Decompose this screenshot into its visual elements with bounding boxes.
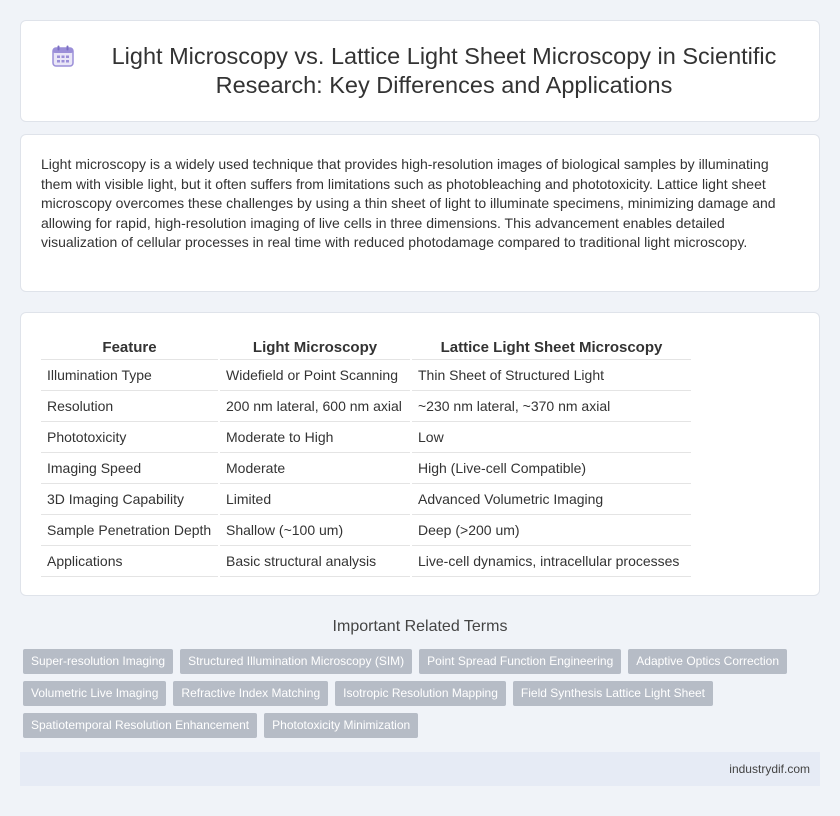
related-term-tag[interactable]: Volumetric Live Imaging: [23, 681, 166, 706]
related-term-tag[interactable]: Refractive Index Matching: [173, 681, 328, 706]
header-feature: Feature: [41, 335, 219, 359]
related-term-tag[interactable]: Structured Illumination Microscopy (SIM): [180, 649, 412, 674]
related-term-tag[interactable]: Adaptive Optics Correction: [628, 649, 787, 674]
related-term-tag[interactable]: Isotropic Resolution Mapping: [335, 681, 506, 706]
cell-light: Limited: [219, 483, 411, 514]
related-term-tag[interactable]: Phototoxicity Minimization: [264, 713, 418, 738]
related-terms-title: Important Related Terms: [332, 618, 508, 635]
cell-light: Moderate to High: [219, 421, 411, 452]
header-inner: [21, 21, 819, 121]
header-light-microscopy: Light Microscopy: [219, 335, 411, 359]
cell-light: Shallow (~100 um): [219, 514, 411, 545]
cell-lattice: Deep (>200 um): [411, 514, 691, 545]
cell-light: 200 nm lateral, 600 nm axial: [219, 390, 411, 421]
related-term-tag[interactable]: Spatiotemporal Resolution Enhancement: [23, 713, 257, 738]
cell-lattice: Advanced Volumetric Imaging: [411, 483, 691, 514]
cell-lattice: ~230 nm lateral, ~370 nm axial: [411, 390, 691, 421]
cell-lattice: Live-cell dynamics, intracellular processes: [411, 545, 691, 576]
cell-feature: Sample Penetration Depth: [41, 514, 219, 545]
cell-lattice: High (Live-cell Compatible): [411, 452, 691, 483]
footer-site-link[interactable]: industrydif.com: [729, 762, 810, 776]
table-row: [41, 452, 691, 483]
table-row: [41, 390, 691, 421]
cell-light: Widefield or Point Scanning: [219, 359, 411, 390]
cell-feature: Imaging Speed: [41, 452, 219, 483]
page-title: Light Microscopy vs. Lattice Light Sheet Microscopy in Scientific Research: Key Differences and Applications: [111, 43, 777, 98]
cell-light: Basic structural analysis: [219, 545, 411, 576]
cell-light: Moderate: [219, 452, 411, 483]
cell-lattice: Thin Sheet of Structured Light: [411, 359, 691, 390]
related-terms-list: [23, 649, 823, 745]
related-term-tag[interactable]: Super-resolution Imaging: [23, 649, 173, 674]
calendar-icon: [51, 44, 75, 68]
footer: [20, 752, 820, 786]
table-row: [41, 545, 691, 576]
cell-feature: Resolution: [41, 390, 219, 421]
cell-feature: Applications: [41, 545, 219, 576]
intro-paragraph: Light microscopy is a widely used technique that provides high-resolution images of biological samples by illuminating them with visible light, but it often suffers from limitations such as photobleaching and phototoxicity. Lattice light sheet microscopy overcomes these challenges by using a thin sheet of light to illuminate specimens, minimizing damage and allowing for rapid, high-resolution imaging of live cells in three dimensions. This advancement enables detailed visualization of cellular processes in real time with reduced photodamage compared to traditional light microscopy.: [41, 156, 776, 250]
cell-feature: 3D Imaging Capability: [41, 483, 219, 514]
table-row: [41, 514, 691, 545]
table-header-row: [41, 335, 691, 359]
cell-feature: Illumination Type: [41, 359, 219, 390]
related-term-tag[interactable]: Field Synthesis Lattice Light Sheet: [513, 681, 713, 706]
related-term-tag[interactable]: Point Spread Function Engineering: [419, 649, 621, 674]
cell-feature: Phototoxicity: [41, 421, 219, 452]
header-card: [20, 20, 820, 122]
header-lattice-light-sheet: Lattice Light Sheet Microscopy: [411, 335, 691, 359]
comparison-table-card: [20, 312, 820, 596]
table-row: [41, 421, 691, 452]
cell-lattice: Low: [411, 421, 691, 452]
intro-card: [20, 134, 820, 292]
comparison-table: [41, 335, 691, 577]
table-row: [41, 359, 691, 390]
table-row: [41, 483, 691, 514]
